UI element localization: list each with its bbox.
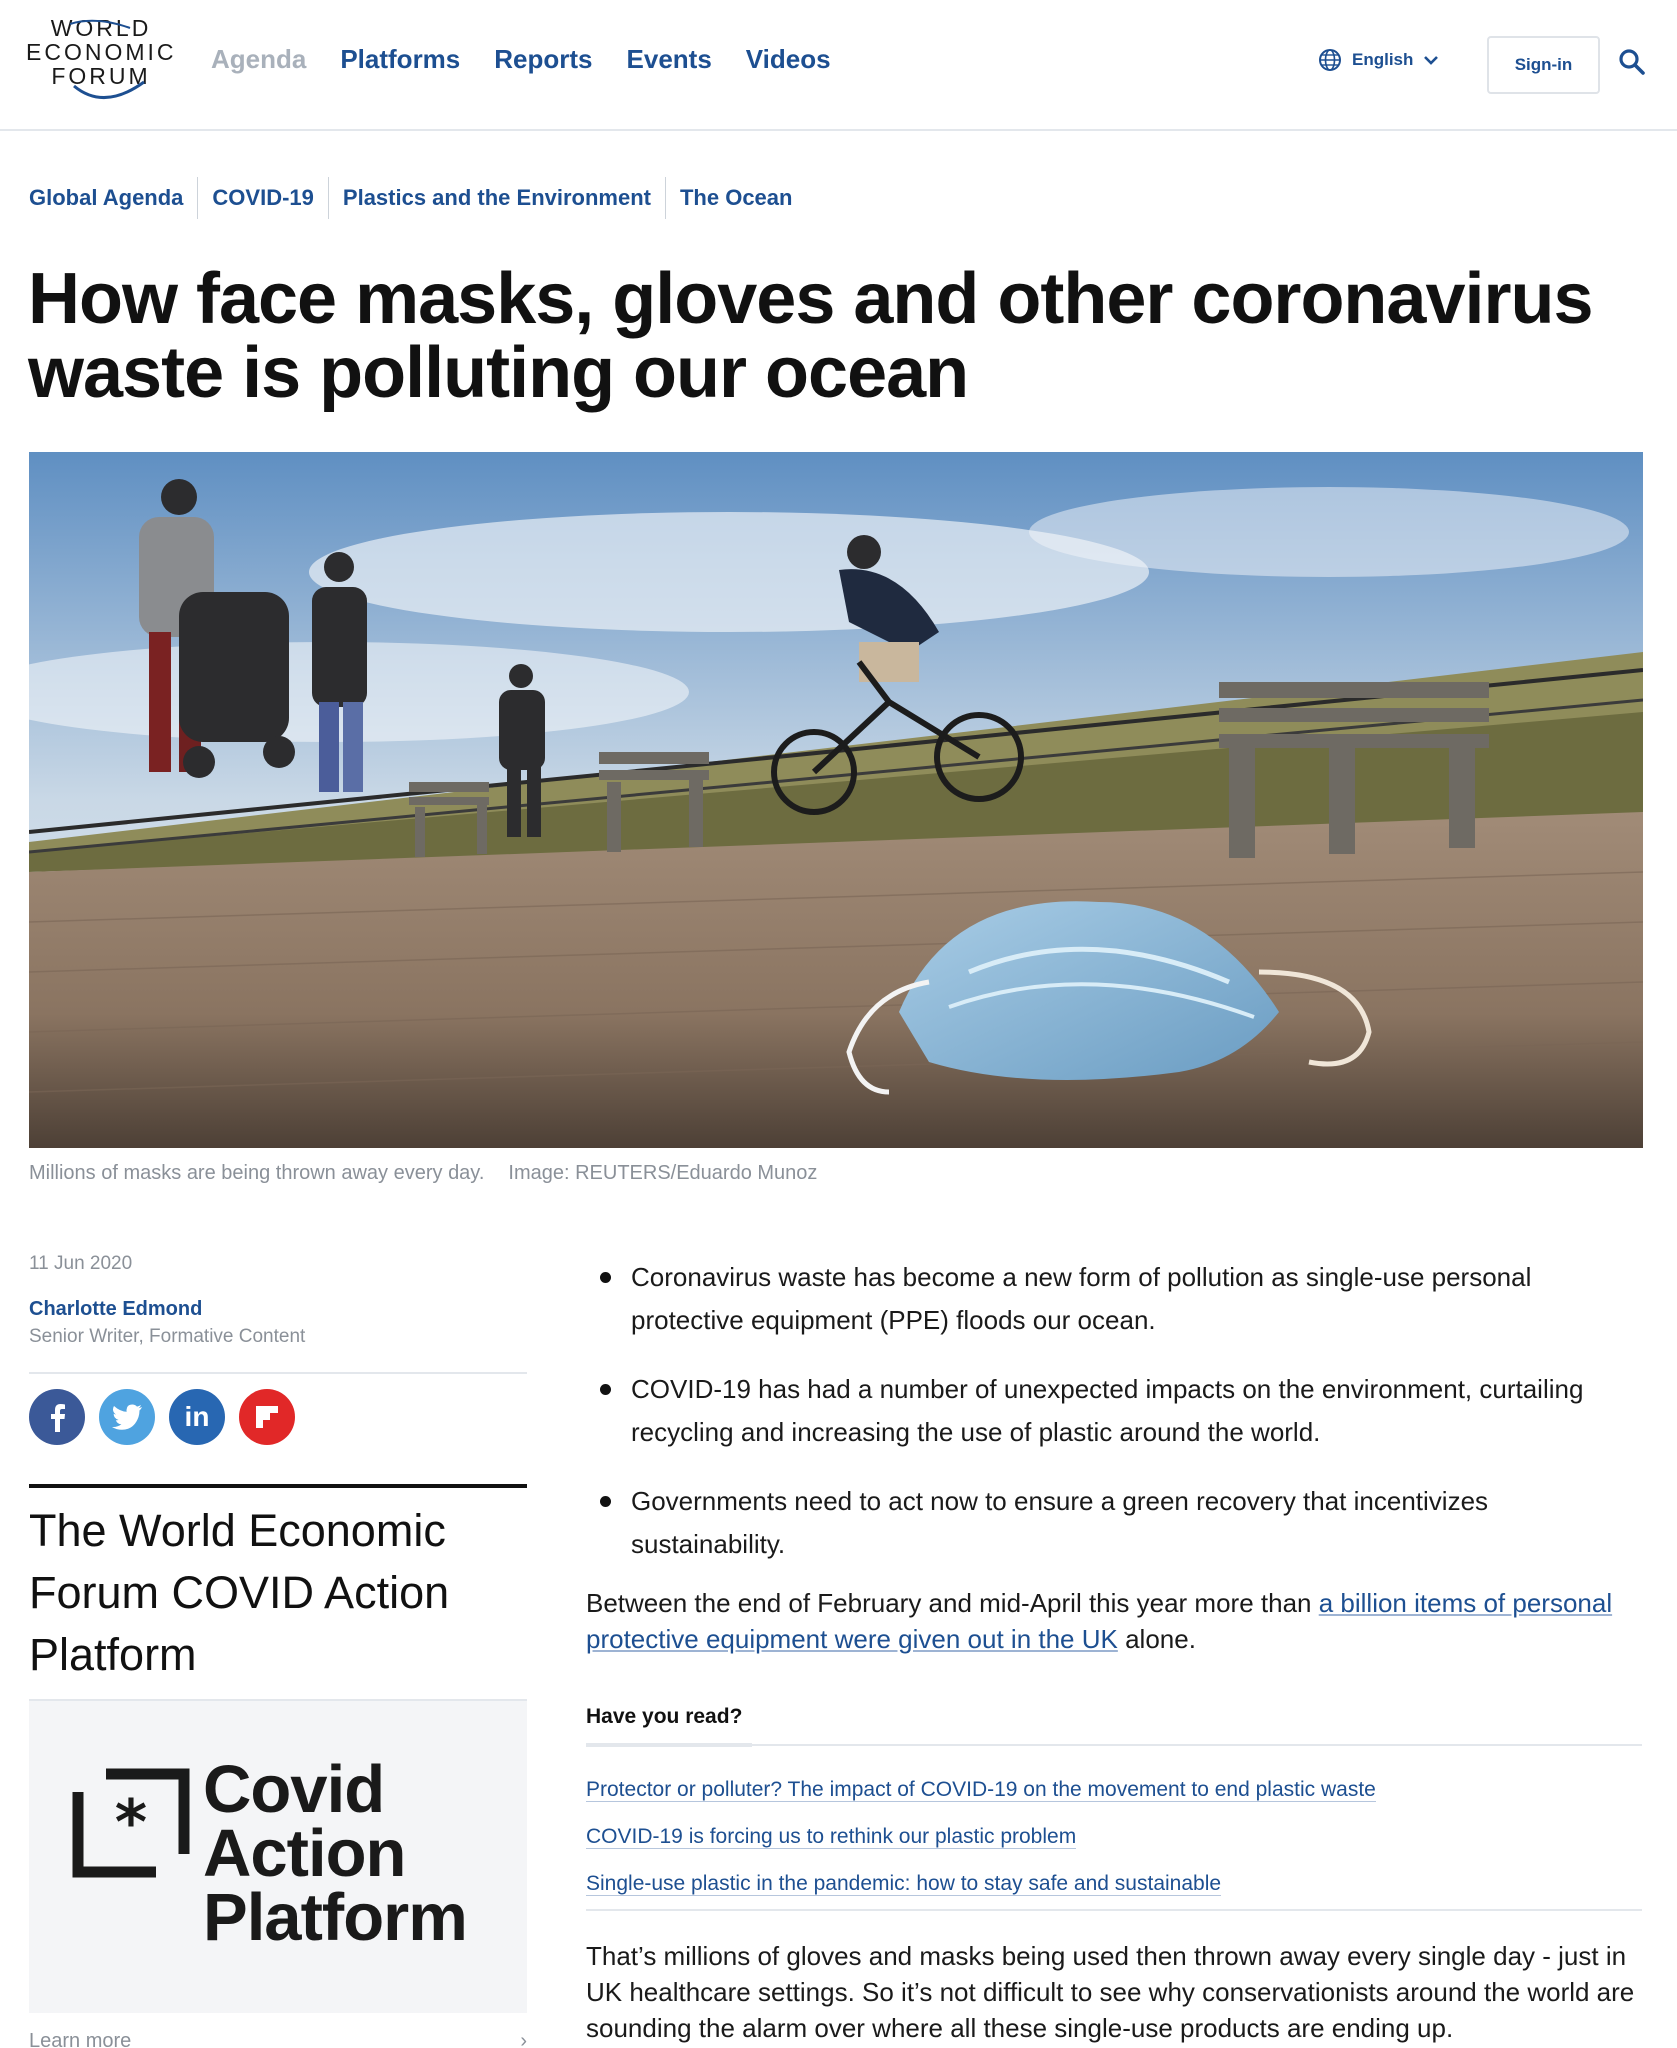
article-title: How face masks, gloves and other coronavirus waste is polluting our ocean — [28, 259, 1593, 413]
key-point: COVID-19 has had a number of unexpected impacts on the environment, curtailing recycling and increasing the use of plastic around the world. — [586, 1368, 1646, 1454]
learn-more-link[interactable] — [29, 2030, 527, 2048]
cap-line-2: Action — [203, 1816, 406, 1891]
cap-line-1: Covid — [203, 1752, 385, 1827]
tag-plastics-environment[interactable]: Plastics and the Environment — [329, 177, 666, 219]
logo-line-3: FORUM — [51, 63, 151, 89]
share-buttons — [29, 1389, 295, 1445]
related-link-text[interactable]: Protector or polluter? The impact of COVID-19 on the movement to end plastic waste — [586, 1778, 1376, 1801]
platform-title[interactable]: The World Economic Forum COVID Action Platform — [29, 1505, 450, 1680]
flipboard-icon — [254, 1404, 280, 1430]
nav-reports[interactable]: Reports — [494, 44, 593, 74]
related-link[interactable] — [586, 1766, 1376, 1813]
related-link-text[interactable]: Single-use plastic in the pandemic: how to stay safe and sustainable — [586, 1872, 1222, 1895]
language-label: English — [1352, 50, 1414, 69]
key-points-list — [586, 1256, 1646, 1592]
nav-platforms[interactable]: Platforms — [340, 44, 461, 74]
site-header — [0, 0, 1677, 131]
author-name[interactable]: Charlotte Edmond — [29, 1298, 203, 1320]
tag-the-ocean[interactable]: The Ocean — [679, 185, 793, 210]
author-role: Senior Writer, Formative Content — [29, 1326, 306, 1347]
divider — [29, 1372, 527, 1374]
covid-platform-logo-icon — [72, 1768, 190, 1885]
covid-platform-wordmark — [203, 1752, 467, 1955]
facebook-icon — [47, 1402, 67, 1432]
linkedin-icon: in — [184, 1401, 210, 1432]
nav-videos[interactable]: Videos — [745, 44, 831, 74]
caption-credit: Image: REUTERS/Eduardo Munoz — [508, 1162, 818, 1184]
tag-global-agenda[interactable]: Global Agenda — [29, 177, 198, 219]
twitter-icon — [111, 1404, 143, 1430]
key-point: Governments need to act now to ensure a green recovery that incentivizes sustainability. — [586, 1480, 1646, 1566]
language-selector[interactable] — [1318, 48, 1439, 72]
body-paragraph — [586, 1585, 1646, 1657]
body-paragraph: That’s millions of gloves and masks being used then thrown away every single day - just in UK healthcare settings. So it’s not difficult to see why conservationists around the world are sounding the alarm over where all these single-use products are ending up. — [586, 1941, 1635, 2043]
facebook-share-button[interactable] — [29, 1389, 85, 1445]
wef-logo[interactable] — [26, 16, 176, 108]
paragraph-text: alone. — [1117, 1624, 1196, 1654]
logo-arc-icon — [26, 16, 176, 108]
paragraph-text: Between the end of February and mid-April this year more than — [586, 1588, 1319, 1618]
nav-events[interactable]: Events — [626, 44, 712, 74]
boardwalk-photo — [29, 452, 1643, 1148]
related-link[interactable] — [586, 1860, 1376, 1907]
search-button[interactable] — [1618, 48, 1646, 81]
tag-covid-19[interactable]: COVID-19 — [198, 177, 328, 219]
image-caption — [29, 1162, 817, 1185]
globe-icon — [1318, 48, 1342, 72]
key-point: Coronavirus waste has become a new form of pollution as single-use personal protective equipment (PPE) floods our ocean. — [586, 1256, 1646, 1342]
related-link[interactable] — [586, 1813, 1376, 1860]
divider — [586, 1909, 1642, 1911]
twitter-share-button[interactable] — [99, 1389, 155, 1445]
signin-button[interactable]: Sign-in — [1487, 36, 1600, 94]
ppe-uk-link[interactable]: a billion items of personal protective equipment were given out in the UK — [586, 1588, 1613, 1654]
heading-accent-rule — [586, 1743, 752, 1747]
related-links-list — [586, 1766, 1376, 1907]
article-date: 11 Jun 2020 — [29, 1253, 133, 1274]
main-nav — [211, 44, 831, 75]
linkedin-share-button[interactable] — [169, 1389, 225, 1445]
have-you-read-heading: Have you read? — [586, 1705, 743, 1728]
hero-image — [29, 452, 1643, 1148]
topic-tags — [29, 177, 806, 219]
section-rule — [29, 1484, 527, 1488]
flipboard-share-button[interactable] — [239, 1389, 295, 1445]
logo-line-1: WORLD — [50, 15, 152, 41]
nav-agenda[interactable]: Agenda — [211, 44, 307, 74]
learn-more-label: Learn more — [29, 2030, 132, 2048]
logo-line-2: ECONOMIC — [26, 39, 177, 65]
chevron-right-icon: › — [520, 2030, 527, 2048]
svg-text:*: * — [114, 1786, 148, 1859]
search-icon — [1618, 48, 1646, 76]
bracket-asterisk-icon — [72, 1768, 190, 1880]
related-link-text[interactable]: COVID-19 is forcing us to rethink our plastic problem — [586, 1825, 1077, 1848]
cap-line-3: Platform — [203, 1880, 467, 1955]
caption-text: Millions of masks are being thrown away every day. — [29, 1162, 485, 1184]
chevron-down-icon — [1423, 54, 1439, 66]
